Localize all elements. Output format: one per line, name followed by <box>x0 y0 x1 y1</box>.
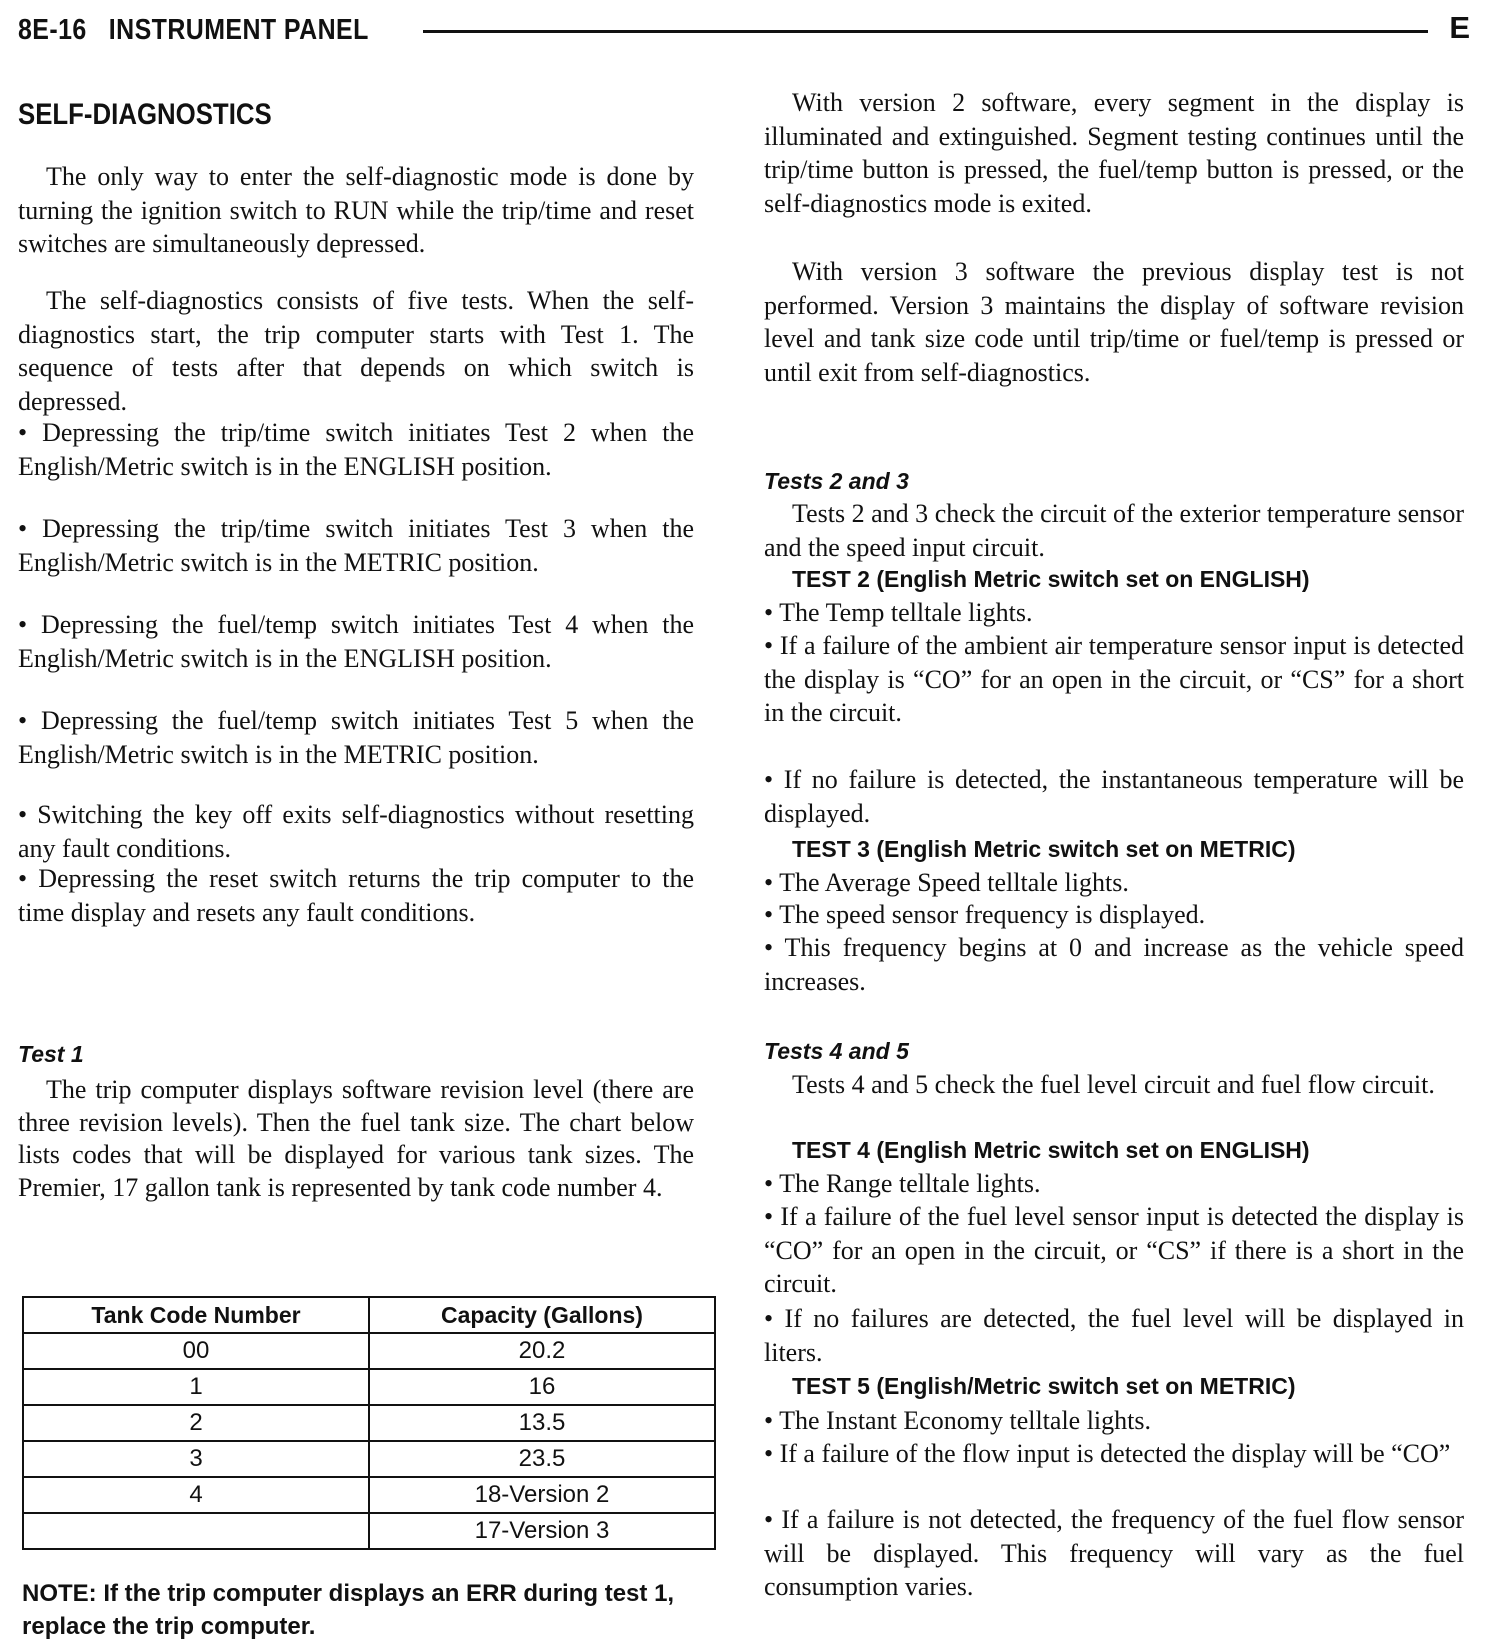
bullet-item: • Depressing the trip/time switch initiates Test 3 when the English/Metric switch is in the METRIC position. <box>18 514 694 577</box>
capacity-cell: 18-Version 2 <box>369 1477 715 1513</box>
bullet-item: • Depressing the fuel/temp switch initiates Test 4 when the English/Metric switch is in the ENGLISH position. <box>18 610 694 673</box>
table-row <box>23 1405 715 1441</box>
capacity-cell: 16 <box>369 1369 715 1405</box>
tank-code-cell: 00 <box>23 1333 369 1369</box>
bullet-item: • The speed sensor frequency is displayed. <box>764 900 1206 929</box>
table-row <box>23 1513 715 1549</box>
bullet-item: • The Average Speed telltale lights. <box>764 868 1129 897</box>
tank-code-cell: 2 <box>23 1405 369 1441</box>
bullet-item: • This frequency begins at 0 and increase as the vehicle speed increases. <box>764 933 1464 996</box>
table-row <box>23 1333 715 1369</box>
capacity-cell: 17-Version 3 <box>369 1513 715 1549</box>
test4-heading: TEST 4 (English Metric switch set on ENGLISH) <box>792 1137 1310 1163</box>
bullet-item: • If a failure of the flow input is detected the display will be “CO” <box>764 1439 1451 1468</box>
bullet-item: • The Instant Economy telltale lights. <box>764 1406 1151 1435</box>
page-header <box>18 8 1470 52</box>
tests23-heading: Tests 2 and 3 <box>764 468 909 494</box>
test1-heading: Test 1 <box>18 1041 84 1067</box>
bullet-item: • If a failure of the fuel level sensor input is detected the display is “CO” for an open in the circuit, or “CS” if there is a short in the circuit. <box>764 1202 1464 1298</box>
tests45-heading: Tests 4 and 5 <box>764 1038 909 1064</box>
bullet-item: • Depressing the trip/time switch initiates Test 2 when the English/Metric switch is in the ENGLISH position. <box>18 418 694 481</box>
table-row <box>23 1477 715 1513</box>
header-rule <box>423 30 1428 33</box>
section-title: INSTRUMENT PANEL <box>108 14 369 46</box>
bullet-item: • If no failures are detected, the fuel level will be displayed in liters. <box>764 1304 1464 1367</box>
bullet-item: • The Temp telltale lights. <box>764 598 1033 627</box>
page-label: 8E-16 <box>18 14 87 46</box>
intro-paragraph-1: The only way to enter the self-diagnostic mode is done by turning the ignition switch to RUN while the trip/time and reset switches are simultaneously depressed. <box>18 162 694 258</box>
bullet-item: • If no failure is detected, the instantaneous temperature will be displayed. <box>764 765 1464 828</box>
column-header: Tank Code Number <box>23 1297 369 1333</box>
test5-heading: TEST 5 (English/Metric switch set on METRIC) <box>792 1373 1296 1399</box>
test2-heading: TEST 2 (English Metric switch set on ENGLISH) <box>792 566 1310 592</box>
test3-heading: TEST 3 (English Metric switch set on METRIC) <box>792 836 1296 862</box>
page-header-letter: E <box>1449 10 1470 45</box>
table-row <box>23 1441 715 1477</box>
table-row <box>23 1369 715 1405</box>
tank-code-cell <box>23 1513 369 1549</box>
bullet-item: • Depressing the reset switch returns the trip computer to the time display and resets any fault conditions. <box>18 864 694 927</box>
test1-paragraph: The trip computer displays software revision level (there are three revision levels). Then the fuel tank size. The chart below lists codes that will be displayed for various tank sizes. The Premier, 17 gallon tank is represented by tank code number 4. <box>18 1075 694 1202</box>
bullet-item: • The Range telltale lights. <box>764 1169 1041 1198</box>
bullet-item: • Depressing the fuel/temp switch initiates Test 5 when the English/Metric switch is in the METRIC position. <box>18 706 694 769</box>
column-header: Capacity (Gallons) <box>369 1297 715 1333</box>
tests45-paragraph: Tests 4 and 5 check the fuel level circuit and fuel flow circuit. <box>792 1070 1435 1099</box>
tank-code-cell: 4 <box>23 1477 369 1513</box>
version2-paragraph: With version 2 software, every segment in the display is illuminated and extinguished. Segment testing continues until the trip/time button is pressed, the fuel/temp button is pressed, or the self-diagnostics mode is exited. <box>764 88 1464 218</box>
bullet-item: • If a failure is not detected, the frequency of the fuel flow sensor will be displayed. This frequency will vary as the fuel consumption varies. <box>764 1505 1464 1601</box>
tests23-paragraph: Tests 2 and 3 check the circuit of the exterior temperature sensor and the speed input circuit. <box>764 499 1464 562</box>
table-header-row <box>23 1297 715 1333</box>
intro-paragraph-2: The self-diagnostics consists of five tests. When the self-diagnostics start, the trip computer starts with Test 1. The sequence of tests after that depends on which switch is depressed. <box>18 286 694 416</box>
tank-code-cell: 3 <box>23 1441 369 1477</box>
note-text: NOTE: If the trip computer displays an ERR during test 1, replace the trip computer. <box>22 1580 675 1640</box>
version3-paragraph: With version 3 software the previous display test is not performed. Version 3 maintains the display of software revision level and tank size code until trip/time or fuel/temp is pressed or until exit from self-diagnostics. <box>764 257 1464 387</box>
capacity-cell: 13.5 <box>369 1405 715 1441</box>
capacity-cell: 23.5 <box>369 1441 715 1477</box>
page-title: SELF-DIAGNOSTICS <box>18 98 272 131</box>
capacity-cell: 20.2 <box>369 1333 715 1369</box>
bullet-item: • If a failure of the ambient air temperature sensor input is detected the display is “CO” for an open in the circuit, or “CS” for a short in the circuit. <box>764 631 1464 727</box>
bullet-item: • Switching the key off exits self-diagnostics without resetting any fault conditions. <box>18 800 694 863</box>
tank-code-table <box>22 1296 716 1550</box>
tank-code-cell: 1 <box>23 1369 369 1405</box>
page-header-title <box>18 14 369 47</box>
